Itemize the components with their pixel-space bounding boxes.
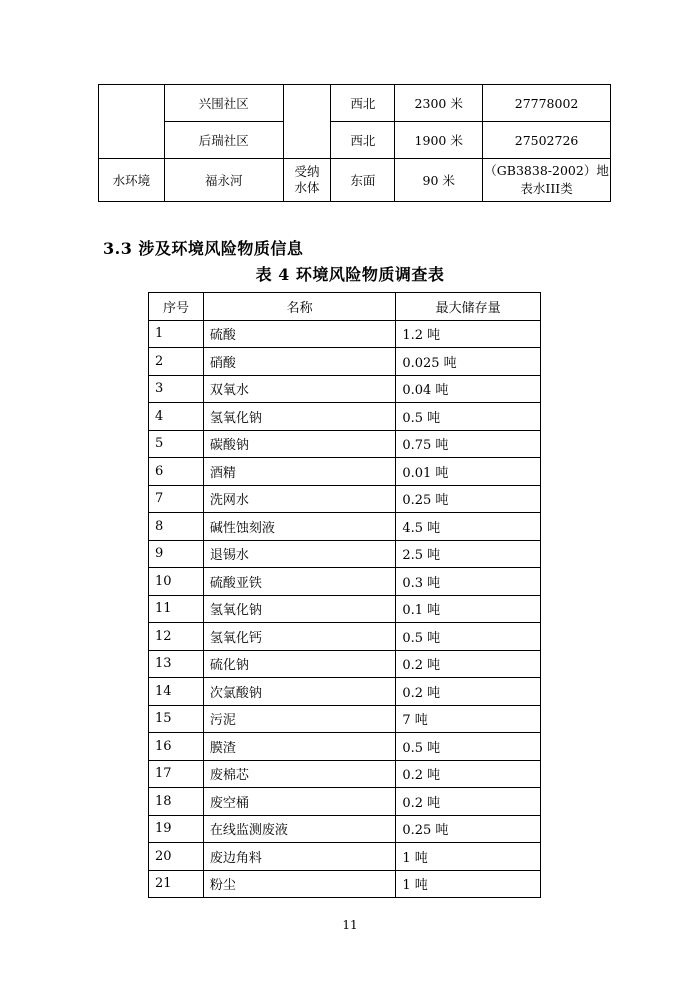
table-row bbox=[149, 788, 541, 816]
row-index-cell: 4 bbox=[149, 403, 204, 431]
row-index-cell: 9 bbox=[149, 540, 204, 568]
header-index: 序号 bbox=[149, 293, 204, 321]
max-storage-cell: 0.5 吨 bbox=[396, 623, 541, 651]
max-storage-cell: 0.5 吨 bbox=[396, 403, 541, 431]
table-title: 表 4 环境风险物质调查表 bbox=[255, 265, 445, 284]
substance-name-cell: 退锡水 bbox=[203, 540, 395, 568]
category-cell-empty bbox=[99, 85, 165, 159]
row-index-cell: 18 bbox=[149, 788, 204, 816]
table-header-row bbox=[149, 293, 541, 321]
row-index-cell: 14 bbox=[149, 678, 204, 706]
max-storage-cell: 1 吨 bbox=[396, 843, 541, 871]
substance-name-cell: 废边角料 bbox=[203, 843, 395, 871]
type-cell-empty bbox=[283, 85, 331, 159]
row-index-cell: 20 bbox=[149, 843, 204, 871]
max-storage-cell: 0.2 吨 bbox=[396, 788, 541, 816]
direction-cell: 西北 bbox=[331, 122, 395, 159]
distance-cell: 90 米 bbox=[395, 159, 483, 202]
max-storage-cell: 1 吨 bbox=[396, 870, 541, 898]
row-index-cell: 21 bbox=[149, 870, 204, 898]
max-storage-cell: 2.5 吨 bbox=[396, 540, 541, 568]
max-storage-cell: 0.1 吨 bbox=[396, 595, 541, 623]
max-storage-cell: 0.025 吨 bbox=[396, 348, 541, 376]
row-index-cell: 3 bbox=[149, 375, 204, 403]
substance-name-cell: 次氯酸钠 bbox=[203, 678, 395, 706]
substance-name-cell: 粉尘 bbox=[203, 870, 395, 898]
max-storage-cell: 0.3 吨 bbox=[396, 568, 541, 596]
river-name-cell: 福永河 bbox=[164, 159, 283, 202]
substance-name-cell: 污泥 bbox=[203, 705, 395, 733]
distance-cell: 2300 米 bbox=[395, 85, 483, 122]
table-row bbox=[149, 375, 541, 403]
table-row bbox=[149, 348, 541, 376]
substance-name-cell: 氢氧化钠 bbox=[203, 403, 395, 431]
max-storage-cell: 1.2 吨 bbox=[396, 320, 541, 348]
population-cell: 27502726 bbox=[483, 122, 611, 159]
row-index-cell: 13 bbox=[149, 650, 204, 678]
community-name-cell: 后瑞社区 bbox=[164, 122, 283, 159]
substance-name-cell: 膜渣 bbox=[203, 733, 395, 761]
row-index-cell: 7 bbox=[149, 485, 204, 513]
table-row bbox=[149, 733, 541, 761]
table-row bbox=[149, 595, 541, 623]
substance-name-cell: 硝酸 bbox=[203, 348, 395, 376]
table-row bbox=[149, 458, 541, 486]
max-storage-cell: 0.5 吨 bbox=[396, 733, 541, 761]
row-index-cell: 8 bbox=[149, 513, 204, 541]
max-storage-cell: 0.25 吨 bbox=[396, 485, 541, 513]
water-standard-line2: 表水III类 bbox=[520, 181, 573, 196]
table-row bbox=[149, 320, 541, 348]
row-index-cell: 19 bbox=[149, 815, 204, 843]
population-cell: 27778002 bbox=[483, 85, 611, 122]
max-storage-cell: 4.5 吨 bbox=[396, 513, 541, 541]
community-name-cell: 兴围社区 bbox=[164, 85, 283, 122]
table-row bbox=[149, 815, 541, 843]
row-index-cell: 11 bbox=[149, 595, 204, 623]
table-row-water bbox=[99, 159, 611, 202]
risk-table-body bbox=[149, 293, 541, 898]
table-row bbox=[149, 650, 541, 678]
distance-cell: 1900 米 bbox=[395, 122, 483, 159]
row-index-cell: 15 bbox=[149, 705, 204, 733]
water-type-cell bbox=[283, 159, 331, 202]
page-number: 11 bbox=[342, 918, 358, 932]
max-storage-cell: 0.04 吨 bbox=[396, 375, 541, 403]
direction-cell: 东面 bbox=[331, 159, 395, 202]
header-max-storage: 最大储存量 bbox=[396, 293, 541, 321]
table-row bbox=[149, 870, 541, 898]
header-name: 名称 bbox=[203, 293, 395, 321]
row-index-cell: 2 bbox=[149, 348, 204, 376]
max-storage-cell: 0.2 吨 bbox=[396, 650, 541, 678]
water-category-cell: 水环境 bbox=[99, 159, 165, 202]
row-index-cell: 5 bbox=[149, 430, 204, 458]
table-row bbox=[99, 122, 611, 159]
table-row bbox=[149, 430, 541, 458]
max-storage-cell: 0.75 吨 bbox=[396, 430, 541, 458]
direction-cell: 西北 bbox=[331, 85, 395, 122]
table-row bbox=[149, 843, 541, 871]
water-type-line2: 水体 bbox=[294, 180, 320, 195]
max-storage-cell: 0.2 吨 bbox=[396, 760, 541, 788]
max-storage-cell: 7 吨 bbox=[396, 705, 541, 733]
substance-name-cell: 废棉芯 bbox=[203, 760, 395, 788]
row-index-cell: 12 bbox=[149, 623, 204, 651]
substance-name-cell: 双氧水 bbox=[203, 375, 395, 403]
row-index-cell: 10 bbox=[149, 568, 204, 596]
substance-name-cell: 碳酸钠 bbox=[203, 430, 395, 458]
substance-name-cell: 废空桶 bbox=[203, 788, 395, 816]
table-row bbox=[149, 513, 541, 541]
max-storage-cell: 0.01 吨 bbox=[396, 458, 541, 486]
substance-name-cell: 硫酸 bbox=[203, 320, 395, 348]
table-row bbox=[149, 705, 541, 733]
table-row bbox=[149, 568, 541, 596]
water-type-line1: 受纳 bbox=[294, 164, 320, 179]
max-storage-cell: 0.25 吨 bbox=[396, 815, 541, 843]
environment-sensitive-targets-table bbox=[98, 84, 611, 202]
water-standard-line1: （GB3838-2002）地 bbox=[484, 163, 609, 178]
max-storage-cell: 0.2 吨 bbox=[396, 678, 541, 706]
substance-name-cell: 碱性蚀刻液 bbox=[203, 513, 395, 541]
substance-name-cell: 硫酸亚铁 bbox=[203, 568, 395, 596]
substance-name-cell: 氢氧化钠 bbox=[203, 595, 395, 623]
substance-name-cell: 在线监测废液 bbox=[203, 815, 395, 843]
section-heading: 3.3 涉及环境风险物质信息 bbox=[103, 239, 304, 258]
table-row bbox=[149, 623, 541, 651]
table-row bbox=[99, 85, 611, 122]
substance-name-cell: 洗网水 bbox=[203, 485, 395, 513]
row-index-cell: 17 bbox=[149, 760, 204, 788]
row-index-cell: 6 bbox=[149, 458, 204, 486]
row-index-cell: 16 bbox=[149, 733, 204, 761]
substance-name-cell: 硫化钠 bbox=[203, 650, 395, 678]
table-row bbox=[149, 678, 541, 706]
row-index-cell: 1 bbox=[149, 320, 204, 348]
table-row bbox=[149, 540, 541, 568]
water-standard-cell bbox=[483, 159, 611, 202]
substance-name-cell: 酒精 bbox=[203, 458, 395, 486]
table-row bbox=[149, 760, 541, 788]
table-row bbox=[149, 485, 541, 513]
table-row bbox=[149, 403, 541, 431]
risk-substance-table bbox=[148, 292, 541, 898]
substance-name-cell: 氢氧化钙 bbox=[203, 623, 395, 651]
